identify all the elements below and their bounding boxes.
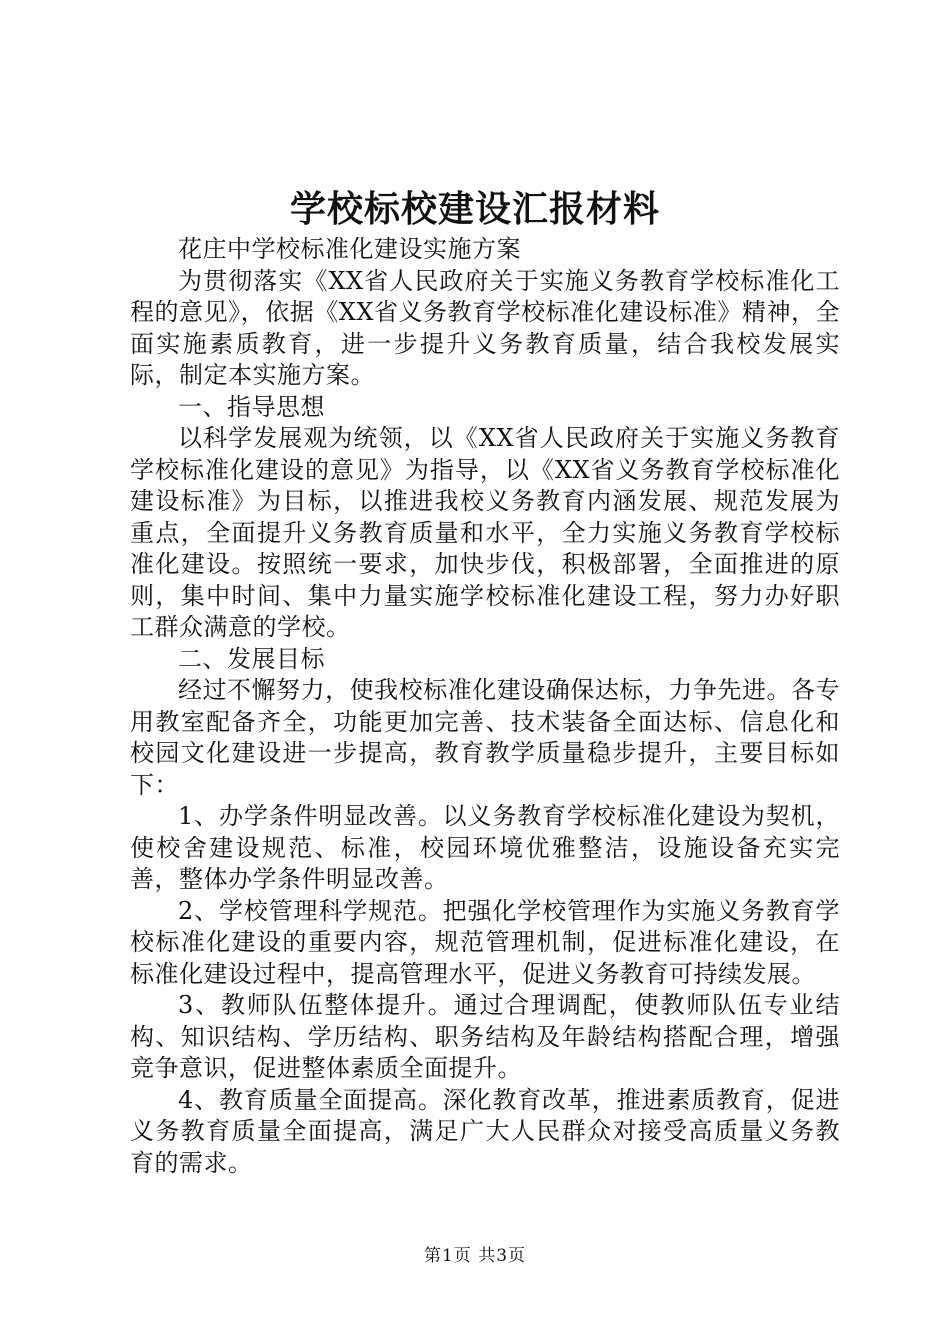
intro-paragraph: 为贯彻落实《XX省人民政府关于实施义务教育学校标准化工程的意见》，依据《XX省义务教育学校标准化建设标准》精神，全面实施素质教育，进一步提升义务教育质量，结合我校发展实际，制定本实施方案。	[130, 266, 840, 389]
goal-item-1: 1、办学条件明显改善。以义务教育学校标准化建设为契机，使校舍建设规范、标准，校园环境优雅整洁，设施设备充实完善，整体办学条件明显改善。	[130, 802, 840, 893]
section-heading-guiding-ideology: 一、指导思想	[178, 392, 325, 421]
goal-item-3: 3、教师队伍整体提升。通过合理调配，使教师队伍专业结构、知识结构、学历结构、职务结构及年龄结构搭配合理，增强竞争意识，促进整体素质全面提升。	[130, 991, 840, 1082]
document-body	[130, 234, 840, 1179]
guiding-ideology-paragraph: 以科学发展观为统领，以《XX省人民政府关于实施义务教育学校标准化建设的意见》为指导，以《XX省义务教育学校标准化建设标准》为目标，以推进我校义务教育内涵发展、规范发展为重点，全面提升义务教育质量和水平，全力实施义务教育学校标准化建设。按照统一要求，加快步伐，积极部署，全面推进的原则，集中时间、集中力量实施学校标准化建设工程，努力办好职工群众满意的学校。	[130, 424, 840, 641]
page-number-footer: 第1页 共3页	[423, 1246, 527, 1266]
section-heading-development-goals: 二、发展目标	[178, 644, 325, 673]
document-title: 学校标校建设汇报材料	[289, 188, 660, 230]
document-subtitle: 花庄中学校标准化建设实施方案	[178, 235, 521, 263]
goal-item-2: 2、学校管理科学规范。把强化学校管理作为实施义务教育学校标准化建设的重要内容，规范管理机制，促进标准化建设，在标准化建设过程中，提高管理水平，促进义务教育可持续发展。	[130, 896, 840, 988]
goal-item-4: 4、教育质量全面提高。深化教育改革，推进素质教育，促进义务教育质量全面提高，满足广大人民群众对接受高质量义务教育的需求。	[130, 1085, 840, 1177]
development-goals-paragraph: 经过不懈努力，使我校标准化建设确保达标，力争先进。各专用教室配备齐全，功能更加完善、技术装备全面达标、信息化和校园文化建设进一步提高，教育教学质量稳步提升，主要目标如下：	[130, 676, 840, 799]
